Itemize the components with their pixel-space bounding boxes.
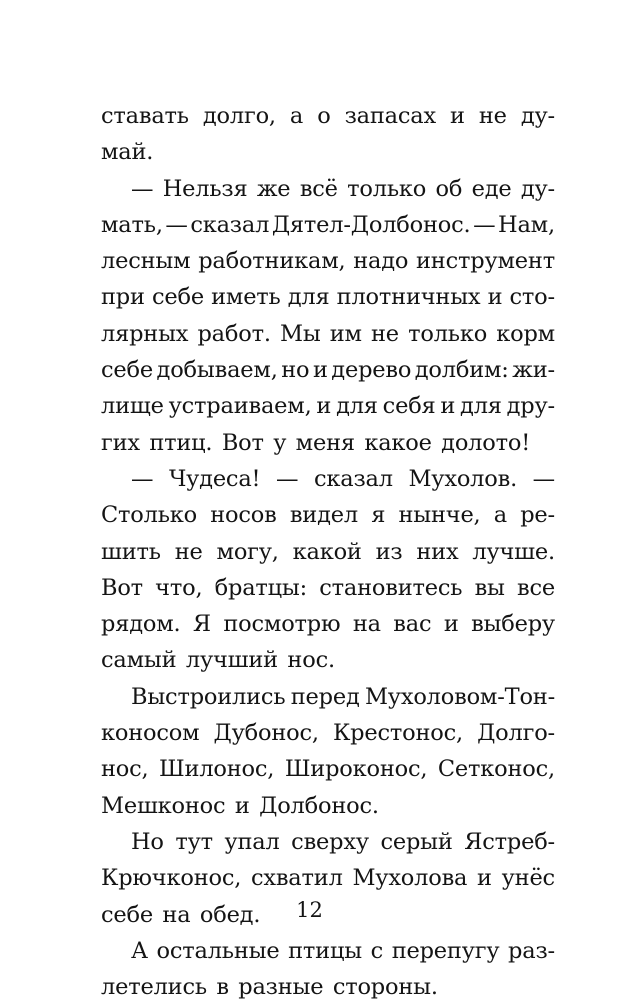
text-line: лесным работникам, надо инструмент (101, 248, 555, 275)
text-line: Мешконос и Долбонос. (101, 792, 379, 819)
text-line: себе добываем, но и дерево долбим: жи- (101, 357, 555, 384)
text-line: гих птиц. Вот у меня какое долото! (101, 429, 531, 456)
text-line: при себе иметь для плотничных и сто- (101, 284, 555, 311)
text-line: коносом Дубонос, Крестонос, Долго- (101, 720, 555, 747)
body-text (101, 98, 555, 1005)
text-line: май. (101, 139, 154, 166)
text-line: Столько носов видел я нынче, а ре- (101, 502, 555, 529)
page-number: 12 (296, 898, 323, 922)
text-line: самый лучший нос. (101, 647, 335, 674)
text-line: ставать долго, а о запасах и не ду- (101, 103, 555, 129)
text-line: Вот что, братцы: становитесь вы все (101, 574, 555, 601)
text-line: лище устраиваем, и для себя и для дру- (101, 393, 555, 420)
text-line: мать, — сказал Дятел-Долбонос. — Нам, (101, 211, 555, 238)
text-line: себе на обед. (101, 901, 261, 928)
text-line: — Нельзя же всё только об еде ду- (131, 175, 555, 202)
text-line: рядом. Я посмотрю на вас и выберу (101, 611, 555, 638)
text-line: лярных работ. Мы им не только корм (101, 320, 555, 347)
text-line: Выстроились перед Мухоловом-Тон- (131, 683, 555, 710)
text-line: Но тут упал сверху серый Ястреб- (131, 828, 555, 855)
text-line: Крючконос, схватил Мухолова и унёс (101, 865, 555, 892)
text-line: — Чудеса! — сказал Мухолов. — (131, 465, 555, 492)
text-line: А остальные птицы с перепугу раз- (131, 937, 555, 964)
text-line: летелись в разные стороны. (101, 974, 438, 1001)
text-line: нос, Шилонос, Широконос, Сетконос, (101, 756, 555, 783)
text-line: шить не могу, какой из них лучше. (101, 538, 555, 565)
